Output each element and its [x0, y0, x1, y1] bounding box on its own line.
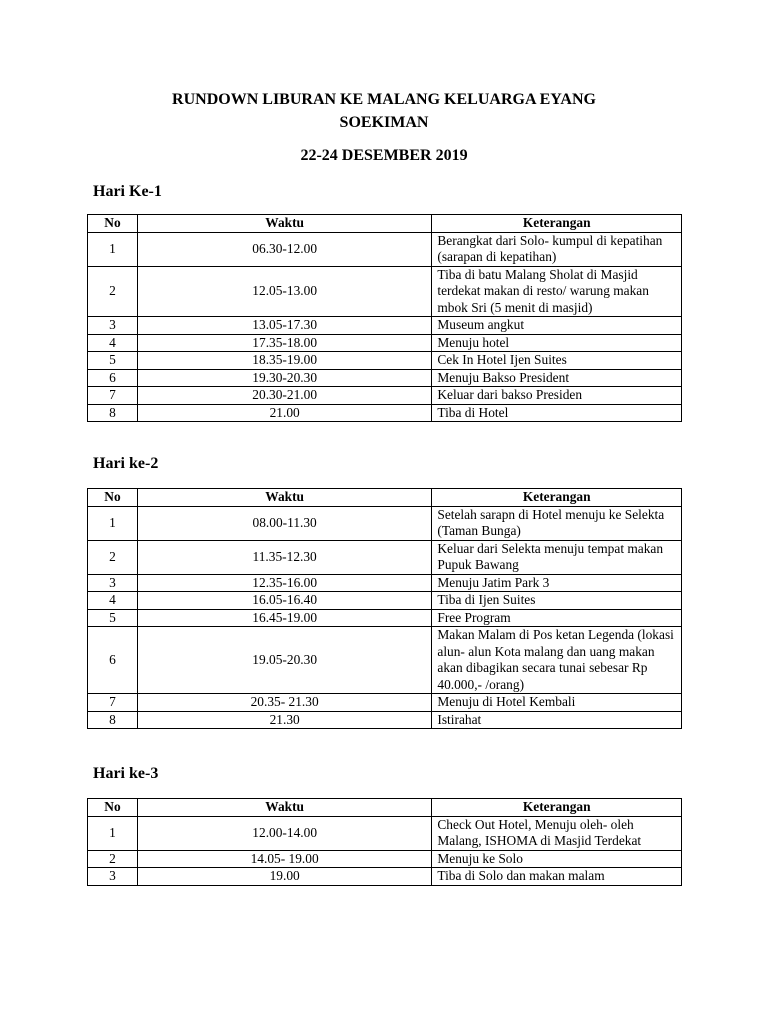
row-no: 1: [88, 232, 138, 266]
row-time: 19.05-20.30: [137, 627, 431, 694]
column-header-waktu: Waktu: [137, 489, 431, 507]
row-time: 14.05- 19.00: [137, 850, 431, 868]
row-description: Cek In Hotel Ijen Suites: [432, 352, 682, 370]
row-description: Check Out Hotel, Menuju oleh- oleh Malang, ISHOMA di Masjid Terdekat: [432, 816, 682, 850]
row-time: 12.35-16.00: [137, 574, 431, 592]
table-row: [88, 506, 682, 540]
table-header-row: [88, 215, 682, 233]
table-row: [88, 369, 682, 387]
day-1-schedule-table: [87, 214, 682, 422]
table-row: [88, 850, 682, 868]
table-row: [88, 868, 682, 886]
row-time: 19.30-20.30: [137, 369, 431, 387]
column-header-keterangan: Keterangan: [432, 489, 682, 507]
row-no: 7: [88, 387, 138, 405]
table-row: [88, 232, 682, 266]
document-title-line-2: SOEKIMAN: [339, 114, 429, 131]
column-header-waktu: Waktu: [137, 215, 431, 233]
column-header-keterangan: Keterangan: [432, 215, 682, 233]
row-no: 2: [88, 540, 138, 574]
row-time: 16.45-19.00: [137, 609, 431, 627]
row-no: 7: [88, 694, 138, 712]
row-time: 17.35-18.00: [137, 334, 431, 352]
row-description: Keluar dari Selekta menuju tempat makan Pupuk Bawang: [432, 540, 682, 574]
day-3-schedule-table: [87, 798, 682, 886]
row-no: 6: [88, 369, 138, 387]
table-row: [88, 609, 682, 627]
table-row: [88, 352, 682, 370]
table-row: [88, 694, 682, 712]
column-header-keterangan: Keterangan: [432, 799, 682, 817]
document-date: 22-24 DESEMBER 2019: [300, 147, 468, 164]
column-header-waktu: Waktu: [137, 799, 431, 817]
document-title-line-1: RUNDOWN LIBURAN KE MALANG KELUARGA EYANG: [172, 91, 596, 108]
row-time: 16.05-16.40: [137, 592, 431, 610]
day-1-heading: Hari Ke-1: [93, 183, 162, 200]
row-time: 12.00-14.00: [137, 816, 431, 850]
row-description: Berangkat dari Solo- kumpul di kepatihan (sarapan di kepatihan): [432, 232, 682, 266]
row-no: 2: [88, 266, 138, 317]
row-no: 1: [88, 506, 138, 540]
row-no: 3: [88, 317, 138, 335]
table-row: [88, 266, 682, 317]
table-header-row: [88, 489, 682, 507]
day-3-heading: Hari ke-3: [93, 765, 159, 782]
row-time: 12.05-13.00: [137, 266, 431, 317]
table-header-row: [88, 799, 682, 817]
row-no: 4: [88, 592, 138, 610]
row-time: 20.30-21.00: [137, 387, 431, 405]
row-no: 3: [88, 868, 138, 886]
table-row: [88, 816, 682, 850]
row-no: 2: [88, 850, 138, 868]
row-time: 21.30: [137, 711, 431, 729]
column-header-no: No: [88, 489, 138, 507]
row-description: Menuju hotel: [432, 334, 682, 352]
row-description: Setelah sarapn di Hotel menuju ke Selekta (Taman Bunga): [432, 506, 682, 540]
day-2-schedule-table: [87, 488, 682, 729]
table-row: [88, 592, 682, 610]
row-description: Free Program: [432, 609, 682, 627]
row-no: 8: [88, 404, 138, 422]
table-row: [88, 574, 682, 592]
row-no: 5: [88, 609, 138, 627]
row-time: 08.00-11.30: [137, 506, 431, 540]
table-row: [88, 334, 682, 352]
row-time: 06.30-12.00: [137, 232, 431, 266]
row-no: 8: [88, 711, 138, 729]
row-time: 11.35-12.30: [137, 540, 431, 574]
column-header-no: No: [88, 799, 138, 817]
row-time: 19.00: [137, 868, 431, 886]
row-no: 3: [88, 574, 138, 592]
row-description: Makan Malam di Pos ketan Legenda (lokasi alun- alun Kota malang dan uang makan akan dibagikan secara tunai sebesar Rp 40.000,- /orang): [432, 627, 682, 694]
row-time: 13.05-17.30: [137, 317, 431, 335]
row-time: 21.00: [137, 404, 431, 422]
table-row: [88, 627, 682, 694]
table-row: [88, 404, 682, 422]
row-description: Museum angkut: [432, 317, 682, 335]
row-description: Menuju Jatim Park 3: [432, 574, 682, 592]
row-description: Menuju ke Solo: [432, 850, 682, 868]
row-description: Tiba di Ijen Suites: [432, 592, 682, 610]
row-description: Menuju di Hotel Kembali: [432, 694, 682, 712]
row-time: 20.35- 21.30: [137, 694, 431, 712]
row-description: Istirahat: [432, 711, 682, 729]
table-row: [88, 540, 682, 574]
row-no: 5: [88, 352, 138, 370]
row-description: Tiba di batu Malang Sholat di Masjid terdekat makan di resto/ warung makan mbok Sri (5 menit di masjid): [432, 266, 682, 317]
table-row: [88, 317, 682, 335]
table-row: [88, 387, 682, 405]
row-no: 6: [88, 627, 138, 694]
row-no: 4: [88, 334, 138, 352]
table-row: [88, 711, 682, 729]
row-description: Menuju Bakso President: [432, 369, 682, 387]
row-description: Keluar dari bakso Presiden: [432, 387, 682, 405]
column-header-no: No: [88, 215, 138, 233]
row-description: Tiba di Hotel: [432, 404, 682, 422]
row-no: 1: [88, 816, 138, 850]
row-description: Tiba di Solo dan makan malam: [432, 868, 682, 886]
day-2-heading: Hari ke-2: [93, 455, 159, 472]
row-time: 18.35-19.00: [137, 352, 431, 370]
